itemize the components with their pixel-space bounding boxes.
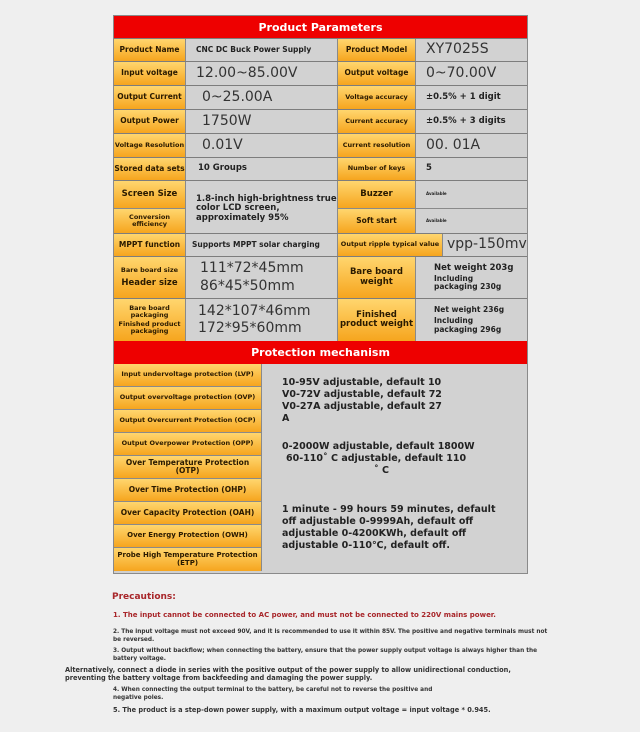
protection-line: V0-72V adjustable, default 72 — [282, 389, 442, 400]
spec-label: Bare board size — [120, 265, 179, 274]
protection-line: A — [282, 413, 290, 424]
spec-value: Including packaging 296g — [434, 316, 502, 334]
protection-label: Over Capacity Protection (OAH) — [114, 502, 262, 525]
protection-label: Output overvoltage protection (OVP) — [114, 387, 262, 410]
spec-label: Screen Size — [114, 181, 186, 209]
precaution-item-2-cont: be reversed. — [113, 637, 155, 643]
protection-line: 1 minute - 99 hours 59 minutes, default — [282, 504, 496, 515]
spec-value: XY7025S — [416, 39, 527, 61]
protection-line: 0-2000W adjustable, default 1800W — [282, 441, 475, 452]
spec-value: CNC DC Buck Power Supply — [186, 39, 338, 61]
spec-label: Product Model — [338, 39, 416, 61]
spec-row — [114, 85, 527, 109]
spec-value: Net weight 203g — [434, 262, 514, 273]
spec-label: Product Name — [114, 39, 186, 61]
protection-line: V0-27A adjustable, default 27 — [282, 401, 442, 412]
spec-label: Current accuracy — [338, 110, 416, 133]
protection-text-opp-otp — [282, 441, 475, 477]
spec-value: 0.01V — [186, 134, 338, 157]
precaution-note-cont: preventing the battery voltage from backfeeding and damaging the power supply. — [65, 674, 373, 682]
spec-value: 86*45*50mm — [200, 277, 295, 294]
spec-value: Supports MPPT solar charging — [186, 234, 338, 256]
spec-label: Voltage Resolution — [114, 134, 186, 157]
spec-value: 172*95*60mm — [198, 320, 302, 336]
spec-row — [114, 233, 527, 256]
protection-label: Output Overpower Protection (OPP) — [114, 433, 262, 456]
spec-label: Output Current — [114, 86, 186, 109]
protection-label: Input undervoltage protection (LVP) — [114, 364, 262, 387]
spec-row — [114, 157, 527, 180]
precaution-item-2: 2. The input voltage must not exceed 90V, and it is recommended to use it within 85V. The positive and negative terminals must not — [113, 629, 548, 635]
precaution-item-3: 3. Output without backflow; when connecting the battery, ensure that the power supply output voltage is always higher than the — [113, 648, 538, 654]
spec-value: Available — [416, 209, 527, 233]
precaution-item-5: 5. The product is a step-down power supply, with a maximum output voltage = input voltage * 0.945. — [113, 706, 491, 714]
spec-value: 10 Groups — [186, 158, 338, 180]
spec-label: Bare board packaging — [129, 304, 170, 320]
protection-label: Over Time Protection (OHP) — [114, 479, 262, 502]
spec-row-size — [114, 256, 527, 298]
spec-label: Input voltage — [114, 62, 186, 85]
spec-label: Output ripple typical value — [338, 234, 443, 256]
spec-label: Header size — [121, 277, 178, 288]
spec-value: 1.8-inch high-brightness true color LCD screen, approximately 95% — [186, 181, 338, 233]
spec-row-packaging — [114, 298, 527, 341]
spec-label: Output voltage — [338, 62, 416, 85]
protection-line: adjustable 0-110℃, default off. — [282, 540, 450, 551]
spec-row — [114, 109, 527, 133]
product-parameters-header: Product Parameters — [114, 16, 527, 38]
spec-value: 142*107*46mm — [198, 302, 311, 319]
spec-label: Stored data sets — [114, 158, 186, 180]
protection-values — [262, 364, 527, 573]
spec-label: Output Power — [114, 110, 186, 133]
spec-label: MPPT function — [114, 234, 186, 256]
spec-value: ±0.5% + 3 digits — [416, 110, 527, 133]
spec-label: Soft start — [338, 209, 416, 233]
protection-text-ohp-oah-owh-etp — [282, 504, 495, 552]
spec-label: Voltage accuracy — [338, 86, 416, 109]
protection-mechanism-header: Protection mechanism — [114, 341, 527, 364]
spec-value: ±0.5% + 1 digit — [416, 86, 527, 109]
spec-row-screen — [114, 180, 527, 233]
spec-value: 0~25.00A — [186, 86, 338, 109]
spec-value: 00. 01A — [416, 134, 527, 157]
spec-value: 0~70.00V — [416, 62, 527, 85]
spec-value: Including packaging 230g — [434, 273, 502, 292]
protection-label: Output Overcurrent Protection (OCP) — [114, 410, 262, 433]
protection-line: off adjustable 0-9999Ah, default off — [282, 516, 474, 527]
spec-value: 111*72*45mm — [200, 260, 304, 277]
spec-label: Number of keys — [338, 158, 416, 180]
spec-row — [114, 38, 527, 61]
spec-value: 12.00~85.00V — [186, 62, 338, 85]
spec-label: Current resolution — [338, 134, 416, 157]
protection-line: 60-110˚ C adjustable, default 110 — [286, 453, 467, 464]
spec-sheet — [113, 15, 528, 574]
spec-value: Net weight 236g — [434, 305, 505, 315]
spec-label: Finished product weight — [338, 299, 416, 341]
spec-label: Buzzer — [338, 181, 416, 209]
protection-label: Probe High Temperature Protection (ETP) — [114, 548, 262, 571]
protection-label: Over Energy Protection (OWH) — [114, 525, 262, 548]
spec-label: Finished product packaging — [118, 319, 181, 335]
protection-label: Over Temperature Protection (OTP) — [114, 456, 262, 479]
precaution-note: Alternatively, connect a diode in series with the positive output of the power supply to allow unidirectional conduction, — [65, 666, 511, 674]
spec-label: Bare board weight — [338, 257, 416, 298]
protection-line: ˚ C — [374, 465, 390, 476]
precautions-title: Precautions: — [112, 592, 176, 602]
spec-value: 1750W — [186, 110, 338, 133]
precaution-item-1: 1. The input cannot be connected to AC power, and must not be connected to 220V mains power. — [113, 611, 496, 619]
protection-line: 10-95V adjustable, default 10 — [282, 377, 442, 388]
spec-row — [114, 61, 527, 85]
spec-value: Available — [416, 181, 527, 209]
protection-table — [114, 364, 527, 573]
spec-value: 5 — [416, 158, 527, 180]
protection-text-lvp-ovp-ocp — [282, 377, 442, 425]
spec-label: Conversion efficiency — [114, 209, 186, 233]
precaution-item-4: 4. When connecting the output terminal to the battery, be careful not to reverse the positive and — [113, 687, 433, 693]
protection-line: adjustable 0-4200KWh, default off — [282, 528, 467, 539]
precaution-item-4-cont: negative poles. — [113, 695, 164, 701]
spec-value: vpp-150mv — [443, 234, 527, 256]
precaution-item-3-cont: battery voltage. — [113, 656, 166, 662]
spec-row — [114, 133, 527, 157]
